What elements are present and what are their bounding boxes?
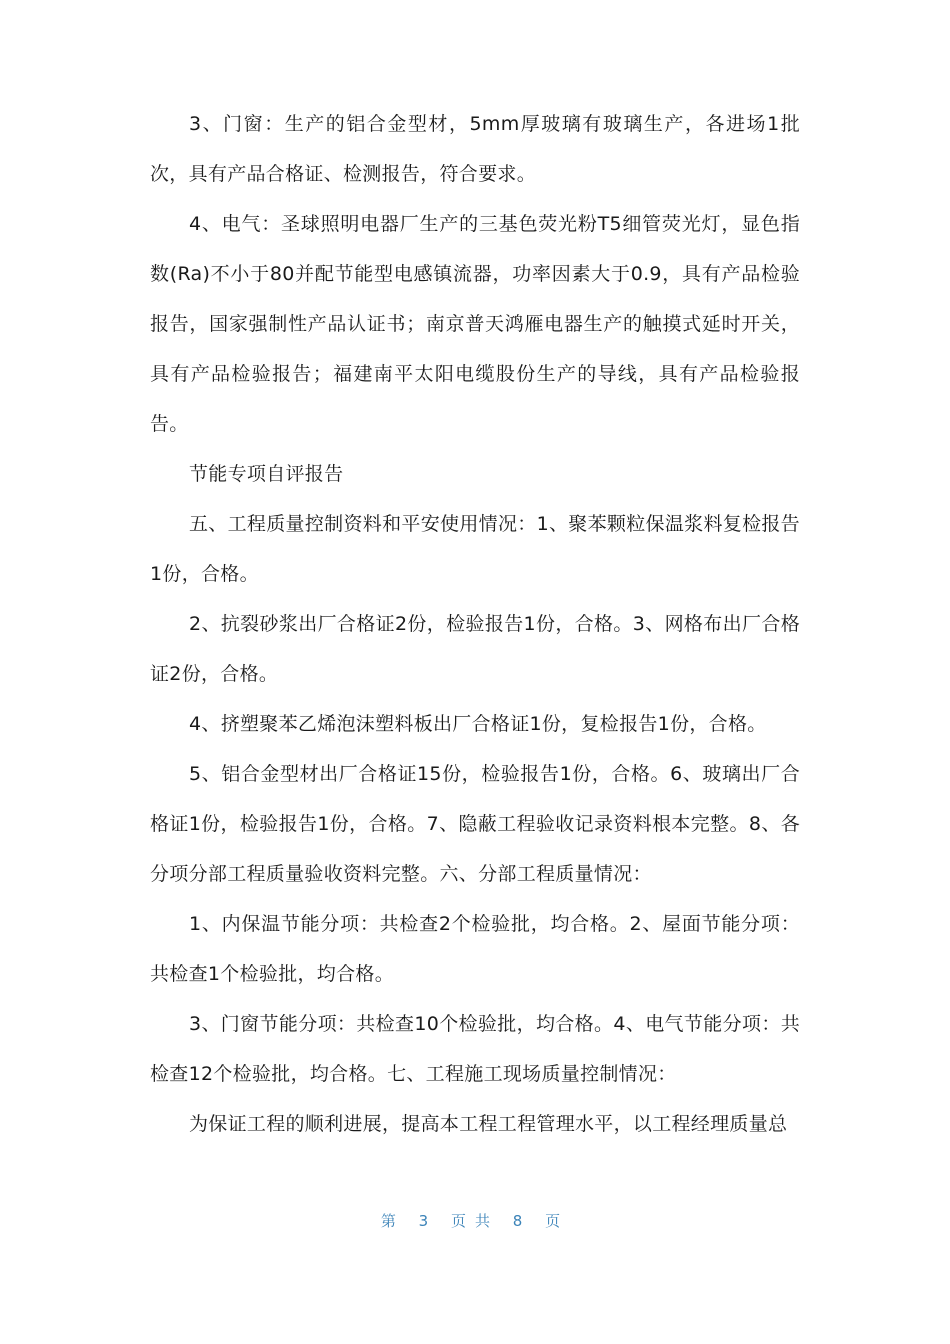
page-number-footer: 第 3 页共 8 页	[380, 1212, 570, 1230]
paragraph-doors-windows: 3、门窗：生产的铝合金型材，5mm厚玻璃有玻璃生产，各进场1批次，具有产品合格证、检测报告，符合要求。	[150, 113, 800, 185]
paragraph-electrical: 4、电气：圣球照明电器厂生产的三基色荧光粉T5细管荧光灯，显色指数(Ra)不小于80并配节能型电感镇流器，功率因素大于0.9，具有产品检验报告，国家强制性产品认证书；南京普天鸿雁电器生产的触摸式延时开关，具有产品检验报告；福建南平太阳电缆股份生产的导线，具有产品检验报告。	[150, 213, 800, 435]
paragraph-quality-control-data: 五、工程质量控制资料和平安使用情况：1、聚苯颗粒保温浆料复检报告1份，合格。	[150, 513, 800, 585]
paragraph-doors-electrical-items: 3、门窗节能分项：共检查10个检验批，均合格。4、电气节能分项：共检查12个检验批，均合格。七、工程施工现场质量控制情况：	[150, 1013, 800, 1085]
paragraph-xps-board: 4、挤塑聚苯乙烯泡沫塑料板出厂合格证1份，复检报告1份，合格。	[189, 713, 767, 735]
paragraph-insulation-roof: 1、内保温节能分项：共检查2个检验批，均合格。2、屋面节能分项：共检查1个检验批，均合格。	[150, 913, 800, 985]
paragraph-report-heading: 节能专项自评报告	[189, 463, 344, 485]
document-body	[150, 99, 800, 1149]
paragraph-aluminum-glass: 5、铝合金型材出厂合格证15份，检验报告1份，合格。6、玻璃出厂合格证1份，检验报告1份，合格。7、隐蔽工程验收记录资料根本完整。8、各分项分部工程质量验收资料完整。六、分部工程质量情况：	[150, 763, 800, 885]
paragraph-site-control: 为保证工程的顺利进展，提高本工程工程管理水平，以工程经理质量总	[189, 1113, 788, 1135]
paragraph-mortar-mesh: 2、抗裂砂浆出厂合格证2份，检验报告1份，合格。3、网格布出厂合格证2份，合格。	[150, 613, 800, 685]
